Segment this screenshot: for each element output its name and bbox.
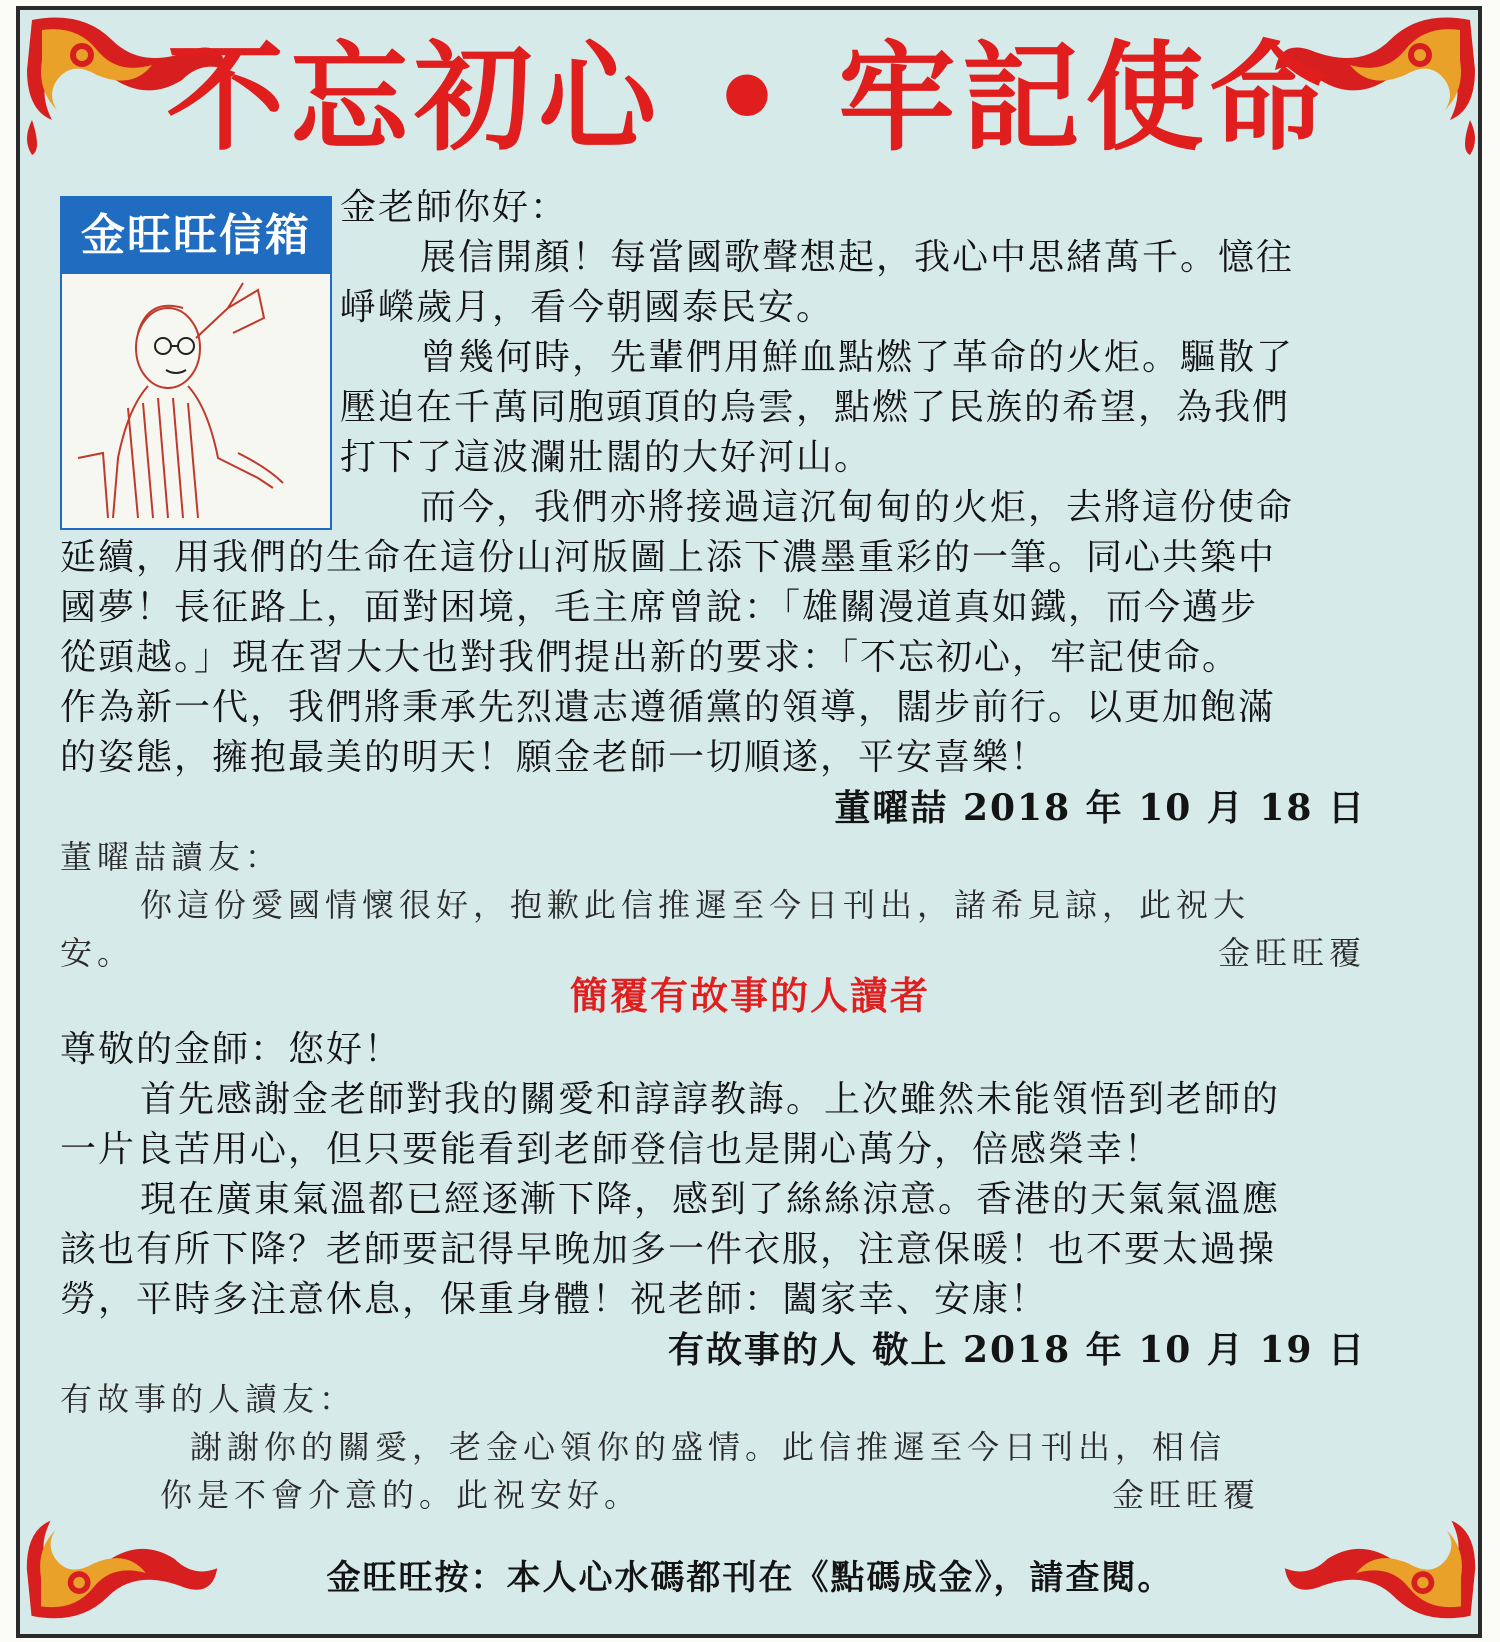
mailbox-label: 金旺旺信箱	[62, 198, 330, 274]
footer-note: 金旺旺按：本人心水碼都刊在《點碼成金》，請查閱。	[326, 1558, 1174, 1598]
letter1-line: 曾幾何時，先輩們用鮮血點燃了革命的火炬。驅散了	[420, 337, 1295, 378]
letter2-line: 一片良苦用心，但只要能看到老師登信也是開心萬分，倍感榮幸！	[60, 1129, 1163, 1170]
teacher-illustration	[68, 278, 324, 524]
letter2-salutation: 尊敬的金師：您好！	[60, 1029, 403, 1070]
letter1-line: 展信開顏！每當國歌聲想起，我心中思緒萬千。憶往	[420, 237, 1295, 278]
letter2-line: 勞，平時多注意休息，保重身體！祝老師：闔家幸、安康！	[60, 1279, 1049, 1320]
letter1-line: 的姿態，擁抱最美的明天！願金老師一切順遂，平安喜樂！	[60, 737, 1049, 778]
reply1-line: 安。	[60, 934, 135, 972]
letter1-line: 壓迫在千萬同胞頭頂的烏雲，點燃了民族的希望，為我們	[340, 387, 1291, 428]
letter1-line: 從頭越。」現在習大大也對我們提出新的要求：「不忘初心，牢記使命。	[60, 637, 1241, 678]
letter2-heading: 簡覆有故事的人讀者	[569, 973, 930, 1018]
letter2-line: 該也有所下降？老師要記得早晚加多一件衣服，注意保暖！也不要太過操	[60, 1229, 1277, 1270]
reply2-line: 謝謝你的關愛，老金心領你的盛情。此信推遲至今日刊出，相信	[190, 1428, 1227, 1466]
letter1-line: 延續，用我們的生命在這份山河版圖上添下濃墨重彩的一筆。同心共築中	[60, 537, 1277, 578]
letter2-line: 現在廣東氣溫都已經逐漸下降，感到了絲絲涼意。香港的天氣氣溫應	[140, 1179, 1281, 1220]
letter1-line: 國夢！長征路上，面對困境，毛主席曾說：「雄關漫道真如鐵，而今邁步	[60, 587, 1259, 628]
letter1-line: 作為新一代，我們將秉承先烈遺志遵循黨的領導，闊步前行。以更加飽滿	[60, 687, 1277, 728]
reply1-salutation: 董曜喆讀友：	[60, 838, 283, 876]
letter1-signature: 董曜喆 2018 年 10 月 18 日	[834, 787, 1366, 829]
reply2-line: 你是不會介意的。此祝安好。	[160, 1476, 642, 1514]
letter2-line: 首先感謝金老師對我的關愛和諄諄教誨。上次雖然未能領悟到老師的	[140, 1079, 1281, 1120]
mailbox-logo	[60, 196, 332, 530]
letter1-line: 打下了這波瀾壯闊的大好河山。	[340, 437, 873, 478]
reply1-signature: 金旺旺覆	[1217, 934, 1366, 972]
reply2-salutation: 有故事的人讀友：	[60, 1380, 357, 1418]
reply2-signature: 金旺旺覆	[1111, 1476, 1260, 1514]
letter2-signature: 有故事的人 敬上 2018 年 10 月 19 日	[667, 1329, 1366, 1371]
reply1-line: 你這份愛國情懷很好，抱歉此信推遲至今日刊出，諸希見諒，此祝大	[140, 886, 1251, 924]
letter1-line: 而今，我們亦將接過這沉甸甸的火炬，去將這份使命	[420, 487, 1295, 528]
page-title: 不忘初心 • 牢記使命	[166, 28, 1334, 167]
letter1-line: 崢嶸歲月，看今朝國泰民安。	[340, 287, 835, 328]
letter1-salutation: 金老師你好：	[340, 187, 569, 228]
